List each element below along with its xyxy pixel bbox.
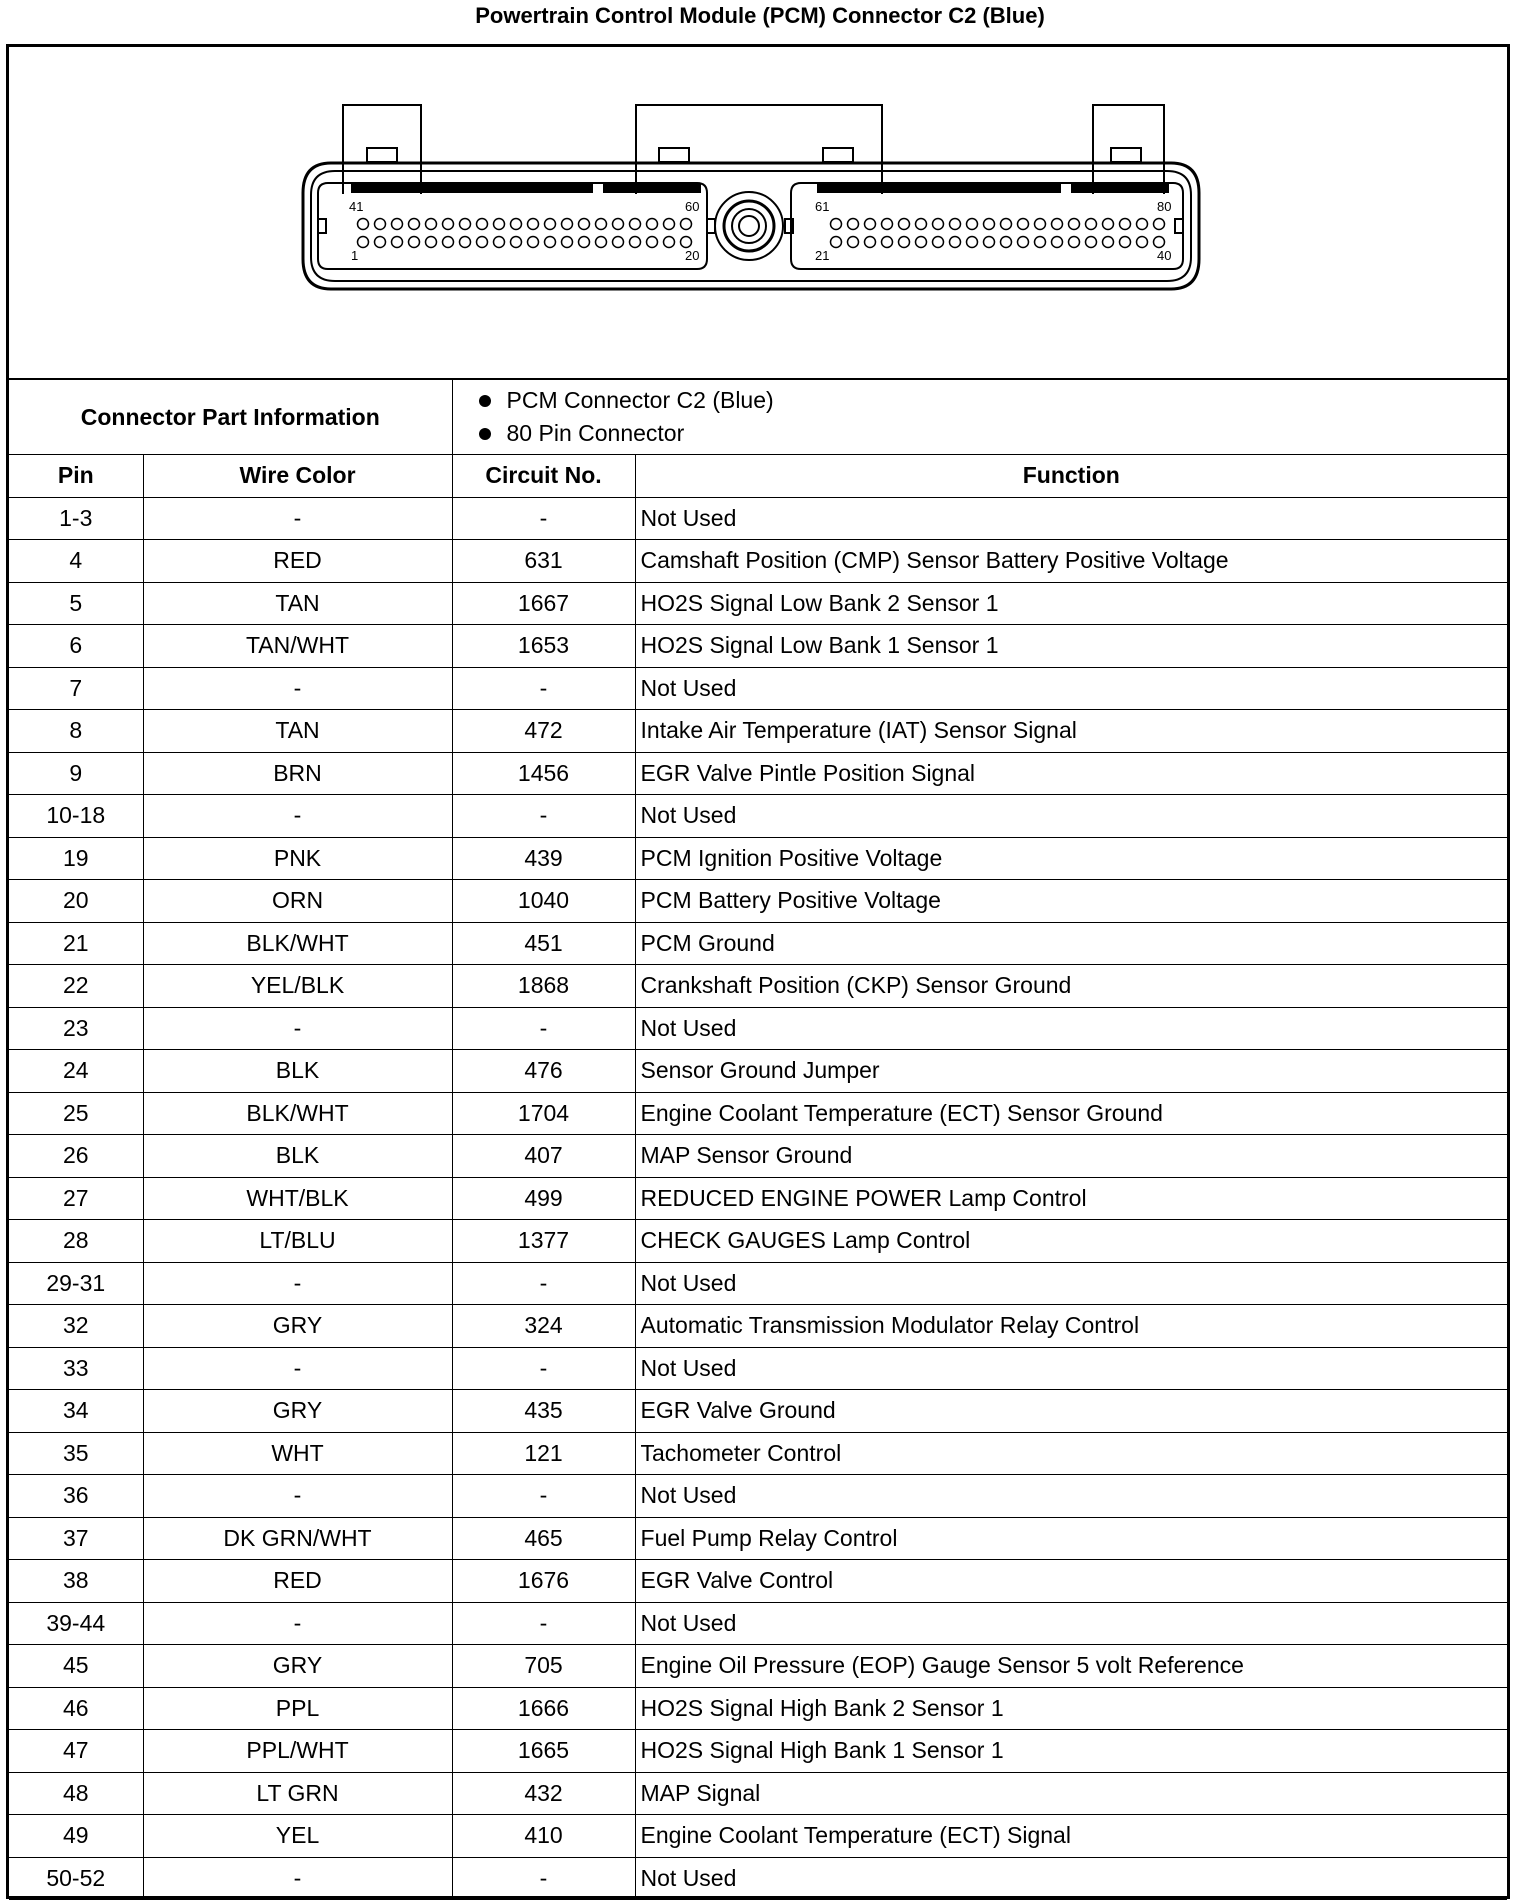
wire-color-cell: RED — [143, 1560, 452, 1603]
table-row — [9, 710, 1507, 753]
pin-hole — [613, 237, 624, 248]
pin-cell: 26 — [9, 1135, 143, 1178]
circuit-cell: 439 — [452, 837, 635, 880]
pin-hole — [494, 219, 505, 230]
table-row — [9, 1475, 1507, 1518]
pin-hole — [528, 237, 539, 248]
column-header-pin: Pin — [9, 455, 143, 498]
pin-hole — [1120, 219, 1131, 230]
pin-hole — [630, 219, 641, 230]
pin-hole — [950, 237, 961, 248]
wire-color-cell: BLK — [143, 1050, 452, 1093]
wire-color-cell: TAN — [143, 710, 452, 753]
pin-hole — [392, 219, 403, 230]
wire-color-cell: BLK/WHT — [143, 922, 452, 965]
circuit-cell: 1377 — [452, 1220, 635, 1263]
pin-cell: 45 — [9, 1645, 143, 1688]
pin-cell: 35 — [9, 1432, 143, 1475]
pin-hole — [562, 237, 573, 248]
pin-cell: 50-52 — [9, 1857, 143, 1900]
function-cell: HO2S Signal Low Bank 2 Sensor 1 — [635, 582, 1507, 625]
table-row — [9, 1007, 1507, 1050]
pin-hole — [596, 237, 607, 248]
circuit-cell: 472 — [452, 710, 635, 753]
pin-hole — [1069, 237, 1080, 248]
function-cell: REDUCED ENGINE POWER Lamp Control — [635, 1177, 1507, 1220]
pin-cell: 48 — [9, 1772, 143, 1815]
pin-hole — [579, 219, 590, 230]
pin-cell: 24 — [9, 1050, 143, 1093]
circuit-cell: 1868 — [452, 965, 635, 1008]
pin-hole — [916, 219, 927, 230]
pin-hole — [1086, 219, 1097, 230]
part-info-item: PCM Connector C2 (Blue) — [475, 384, 1508, 417]
pin-hole — [681, 219, 692, 230]
wire-color-cell: BRN — [143, 752, 452, 795]
pin-label-40: 40 — [1157, 248, 1172, 263]
function-cell: Crankshaft Position (CKP) Sensor Ground — [635, 965, 1507, 1008]
wire-color-cell: PPL — [143, 1687, 452, 1730]
pin-label-80: 80 — [1157, 199, 1172, 214]
function-cell: Sensor Ground Jumper — [635, 1050, 1507, 1093]
pin-cell: 37 — [9, 1517, 143, 1560]
pin-hole — [511, 237, 522, 248]
pin-hole — [664, 219, 675, 230]
pin-hole — [1154, 219, 1165, 230]
table-row — [9, 540, 1507, 583]
circuit-cell: 451 — [452, 922, 635, 965]
function-cell: Not Used — [635, 795, 1507, 838]
pin-label-41: 41 — [349, 199, 364, 214]
pin-hole — [545, 237, 556, 248]
pin-label-21: 21 — [815, 248, 830, 263]
wire-color-cell: - — [143, 795, 452, 838]
wire-color-cell: - — [143, 667, 452, 710]
table-row — [9, 880, 1507, 923]
table-row — [9, 1262, 1507, 1305]
pin-hole — [460, 237, 471, 248]
table-row — [9, 965, 1507, 1008]
circuit-cell: 435 — [452, 1390, 635, 1433]
pin-hole — [477, 219, 488, 230]
column-header-function: Function — [635, 455, 1507, 498]
function-cell: MAP Signal — [635, 1772, 1507, 1815]
wire-color-cell: TAN/WHT — [143, 625, 452, 668]
pin-hole — [933, 219, 944, 230]
wire-color-cell: BLK/WHT — [143, 1092, 452, 1135]
wire-color-cell: YEL — [143, 1815, 452, 1858]
wire-color-cell: GRY — [143, 1645, 452, 1688]
pin-hole — [1001, 237, 1012, 248]
wire-color-cell: WHT/BLK — [143, 1177, 452, 1220]
pin-hole — [848, 219, 859, 230]
pin-hole — [443, 237, 454, 248]
pin-label-60: 60 — [685, 199, 700, 214]
function-cell: Engine Coolant Temperature (ECT) Sensor Ground — [635, 1092, 1507, 1135]
function-cell: Engine Oil Pressure (EOP) Gauge Sensor 5 volt Reference — [635, 1645, 1507, 1688]
circuit-cell: 1456 — [452, 752, 635, 795]
pin-hole — [865, 237, 876, 248]
function-cell: Not Used — [635, 1262, 1507, 1305]
pin-hole — [1052, 237, 1063, 248]
table-row — [9, 1092, 1507, 1135]
header-row — [9, 455, 1507, 498]
circuit-cell: - — [452, 795, 635, 838]
pin-label-1: 1 — [351, 248, 359, 263]
circuit-cell: 1667 — [452, 582, 635, 625]
function-cell: HO2S Signal High Bank 2 Sensor 1 — [635, 1687, 1507, 1730]
pin-cell: 19 — [9, 837, 143, 880]
function-cell: Automatic Transmission Modulator Relay Control — [635, 1305, 1507, 1348]
pin-hole — [1035, 219, 1046, 230]
pin-cell: 6 — [9, 625, 143, 668]
pin-hole — [545, 219, 556, 230]
wire-color-cell: PPL/WHT — [143, 1730, 452, 1773]
table-row — [9, 625, 1507, 668]
connector-face-drawing — [9, 47, 1507, 380]
pin-cell: 27 — [9, 1177, 143, 1220]
pin-cell: 34 — [9, 1390, 143, 1433]
pin-hole — [967, 219, 978, 230]
pin-hole — [375, 237, 386, 248]
pin-hole — [984, 219, 995, 230]
function-cell: MAP Sensor Ground — [635, 1135, 1507, 1178]
function-cell: EGR Valve Pintle Position Signal — [635, 752, 1507, 795]
pin-hole — [596, 219, 607, 230]
circuit-cell: - — [452, 1857, 635, 1900]
function-cell: Not Used — [635, 1602, 1507, 1645]
wire-color-cell: - — [143, 497, 452, 540]
pin-label-61: 61 — [815, 199, 830, 214]
table-row — [9, 837, 1507, 880]
circuit-cell: 476 — [452, 1050, 635, 1093]
pin-hole — [460, 219, 471, 230]
pin-hole — [409, 219, 420, 230]
pin-hole — [494, 237, 505, 248]
pin-hole — [426, 219, 437, 230]
wire-color-cell: - — [143, 1262, 452, 1305]
pin-cell: 8 — [9, 710, 143, 753]
function-cell: EGR Valve Control — [635, 1560, 1507, 1603]
pin-hole — [1018, 219, 1029, 230]
connector-figure — [9, 47, 1507, 380]
wire-color-cell: GRY — [143, 1390, 452, 1433]
table-row — [9, 1815, 1507, 1858]
wire-color-cell: ORN — [143, 880, 452, 923]
function-cell: Engine Coolant Temperature (ECT) Signal — [635, 1815, 1507, 1858]
function-cell: Not Used — [635, 1475, 1507, 1518]
pin-cell: 36 — [9, 1475, 143, 1518]
table-row — [9, 922, 1507, 965]
pin-hole — [1086, 237, 1097, 248]
function-cell: Intake Air Temperature (IAT) Sensor Signal — [635, 710, 1507, 753]
circuit-cell: 407 — [452, 1135, 635, 1178]
pin-hole — [613, 219, 624, 230]
pin-cell: 23 — [9, 1007, 143, 1050]
pin-hole — [831, 219, 842, 230]
pin-hole — [1120, 237, 1131, 248]
pin-hole — [916, 237, 927, 248]
page-title: Powertrain Control Module (PCM) Connector C2 (Blue) — [475, 3, 1045, 28]
table-row — [9, 1687, 1507, 1730]
table-row — [9, 1432, 1507, 1475]
table-row — [9, 1050, 1507, 1093]
function-cell: HO2S Signal Low Bank 1 Sensor 1 — [635, 625, 1507, 668]
pin-hole — [1018, 237, 1029, 248]
function-cell: PCM Ignition Positive Voltage — [635, 837, 1507, 880]
pin-hole — [358, 219, 369, 230]
function-cell: Not Used — [635, 1007, 1507, 1050]
pin-hole — [358, 237, 369, 248]
pin-hole — [899, 219, 910, 230]
column-header-wire-color: Wire Color — [143, 455, 452, 498]
wire-color-cell: PNK — [143, 837, 452, 880]
pin-cell: 47 — [9, 1730, 143, 1773]
circuit-cell: 324 — [452, 1305, 635, 1348]
pin-hole — [1001, 219, 1012, 230]
pin-hole — [647, 237, 658, 248]
table-row — [9, 1730, 1507, 1773]
circuit-cell: 499 — [452, 1177, 635, 1220]
wire-color-cell: - — [143, 1007, 452, 1050]
pin-cell: 29-31 — [9, 1262, 143, 1305]
pin-cell: 39-44 — [9, 1602, 143, 1645]
pin-cell: 25 — [9, 1092, 143, 1135]
function-cell: Camshaft Position (CMP) Sensor Battery Positive Voltage — [635, 540, 1507, 583]
wire-color-cell: GRY — [143, 1305, 452, 1348]
pin-hole — [443, 219, 454, 230]
table-row — [9, 752, 1507, 795]
pin-hole — [409, 237, 420, 248]
pin-cell: 46 — [9, 1687, 143, 1730]
pin-hole — [511, 219, 522, 230]
pin-hole — [477, 237, 488, 248]
pin-cell: 4 — [9, 540, 143, 583]
pin-cell: 21 — [9, 922, 143, 965]
pin-cell: 9 — [9, 752, 143, 795]
table-row — [9, 1602, 1507, 1645]
table-row — [9, 795, 1507, 838]
pin-hole — [865, 219, 876, 230]
circuit-cell: 705 — [452, 1645, 635, 1688]
table-row — [9, 1347, 1507, 1390]
function-cell: Not Used — [635, 1857, 1507, 1900]
function-cell: Not Used — [635, 1347, 1507, 1390]
pinout-table — [9, 380, 1507, 1900]
wire-color-cell: WHT — [143, 1432, 452, 1475]
wire-color-cell: TAN — [143, 582, 452, 625]
part-info-details — [452, 380, 1507, 455]
pin-hole — [426, 237, 437, 248]
circuit-cell: 1666 — [452, 1687, 635, 1730]
pin-cell: 1-3 — [9, 497, 143, 540]
table-row — [9, 1645, 1507, 1688]
wire-color-cell: DK GRN/WHT — [143, 1517, 452, 1560]
pin-hole — [831, 237, 842, 248]
circuit-cell: - — [452, 1007, 635, 1050]
function-cell: HO2S Signal High Bank 1 Sensor 1 — [635, 1730, 1507, 1773]
pin-hole — [882, 237, 893, 248]
circuit-cell: 465 — [452, 1517, 635, 1560]
pin-hole — [848, 237, 859, 248]
circuit-cell: 1704 — [452, 1092, 635, 1135]
pin-cell: 10-18 — [9, 795, 143, 838]
table-row — [9, 667, 1507, 710]
pin-hole — [392, 237, 403, 248]
circuit-cell: - — [452, 1475, 635, 1518]
circuit-cell: 631 — [452, 540, 635, 583]
pin-hole — [647, 219, 658, 230]
pin-hole — [528, 219, 539, 230]
pin-cell: 20 — [9, 880, 143, 923]
circuit-cell: - — [452, 497, 635, 540]
pin-cell: 38 — [9, 1560, 143, 1603]
pin-hole — [950, 219, 961, 230]
document-frame — [6, 44, 1510, 1899]
pin-hole — [630, 237, 641, 248]
table-row — [9, 1135, 1507, 1178]
table-row — [9, 1177, 1507, 1220]
wire-color-cell: BLK — [143, 1135, 452, 1178]
pin-hole — [984, 237, 995, 248]
wire-color-cell: YEL/BLK — [143, 965, 452, 1008]
pin-hole — [899, 237, 910, 248]
function-cell: PCM Ground — [635, 922, 1507, 965]
part-info-item: 80 Pin Connector — [475, 417, 1508, 450]
pin-hole — [933, 237, 944, 248]
circuit-cell: 1653 — [452, 625, 635, 668]
pin-rows — [9, 497, 1507, 1900]
pin-hole — [1035, 237, 1046, 248]
pin-hole — [967, 237, 978, 248]
table-row — [9, 1220, 1507, 1263]
pin-cell: 32 — [9, 1305, 143, 1348]
circuit-cell: 1665 — [452, 1730, 635, 1773]
pin-hole — [1052, 219, 1063, 230]
pin-hole — [1137, 219, 1148, 230]
pin-hole — [562, 219, 573, 230]
pin-hole — [579, 237, 590, 248]
wire-color-cell: - — [143, 1857, 452, 1900]
pin-hole — [1103, 219, 1114, 230]
wire-color-cell: - — [143, 1347, 452, 1390]
table-row — [9, 1305, 1507, 1348]
pin-cell: 49 — [9, 1815, 143, 1858]
wire-color-cell: - — [143, 1475, 452, 1518]
table-row — [9, 1772, 1507, 1815]
pin-cell: 7 — [9, 667, 143, 710]
part-info-row — [9, 380, 1507, 455]
circuit-cell: - — [452, 1347, 635, 1390]
pin-hole — [1069, 219, 1080, 230]
function-cell: Tachometer Control — [635, 1432, 1507, 1475]
function-cell: Not Used — [635, 667, 1507, 710]
wire-color-cell: LT/BLU — [143, 1220, 452, 1263]
circuit-cell: 121 — [452, 1432, 635, 1475]
function-cell: Fuel Pump Relay Control — [635, 1517, 1507, 1560]
circuit-cell: - — [452, 667, 635, 710]
pin-hole — [681, 237, 692, 248]
pin-hole — [1103, 237, 1114, 248]
pin-label-20: 20 — [685, 248, 700, 263]
pin-cell: 28 — [9, 1220, 143, 1263]
function-cell: EGR Valve Ground — [635, 1390, 1507, 1433]
function-cell: CHECK GAUGES Lamp Control — [635, 1220, 1507, 1263]
table-row — [9, 1517, 1507, 1560]
part-info-label: Connector Part Information — [9, 380, 452, 455]
pin-hole — [1154, 237, 1165, 248]
circuit-cell: 1040 — [452, 880, 635, 923]
pin-cell: 22 — [9, 965, 143, 1008]
pin-cell: 5 — [9, 582, 143, 625]
table-row — [9, 1857, 1507, 1900]
circuit-cell: - — [452, 1602, 635, 1645]
pin-hole — [375, 219, 386, 230]
column-header-circuit: Circuit No. — [452, 455, 635, 498]
function-cell: PCM Battery Positive Voltage — [635, 880, 1507, 923]
table-row — [9, 1560, 1507, 1603]
wire-color-cell: RED — [143, 540, 452, 583]
table-row — [9, 497, 1507, 540]
pin-hole — [882, 219, 893, 230]
table-row — [9, 1390, 1507, 1433]
circuit-cell: - — [452, 1262, 635, 1305]
circuit-cell: 1676 — [452, 1560, 635, 1603]
pin-hole — [1137, 237, 1148, 248]
wire-color-cell: LT GRN — [143, 1772, 452, 1815]
pin-hole — [664, 237, 675, 248]
circuit-cell: 432 — [452, 1772, 635, 1815]
circuit-cell: 410 — [452, 1815, 635, 1858]
pin-cell: 33 — [9, 1347, 143, 1390]
table-row — [9, 582, 1507, 625]
wire-color-cell: - — [143, 1602, 452, 1645]
function-cell: Not Used — [635, 497, 1507, 540]
